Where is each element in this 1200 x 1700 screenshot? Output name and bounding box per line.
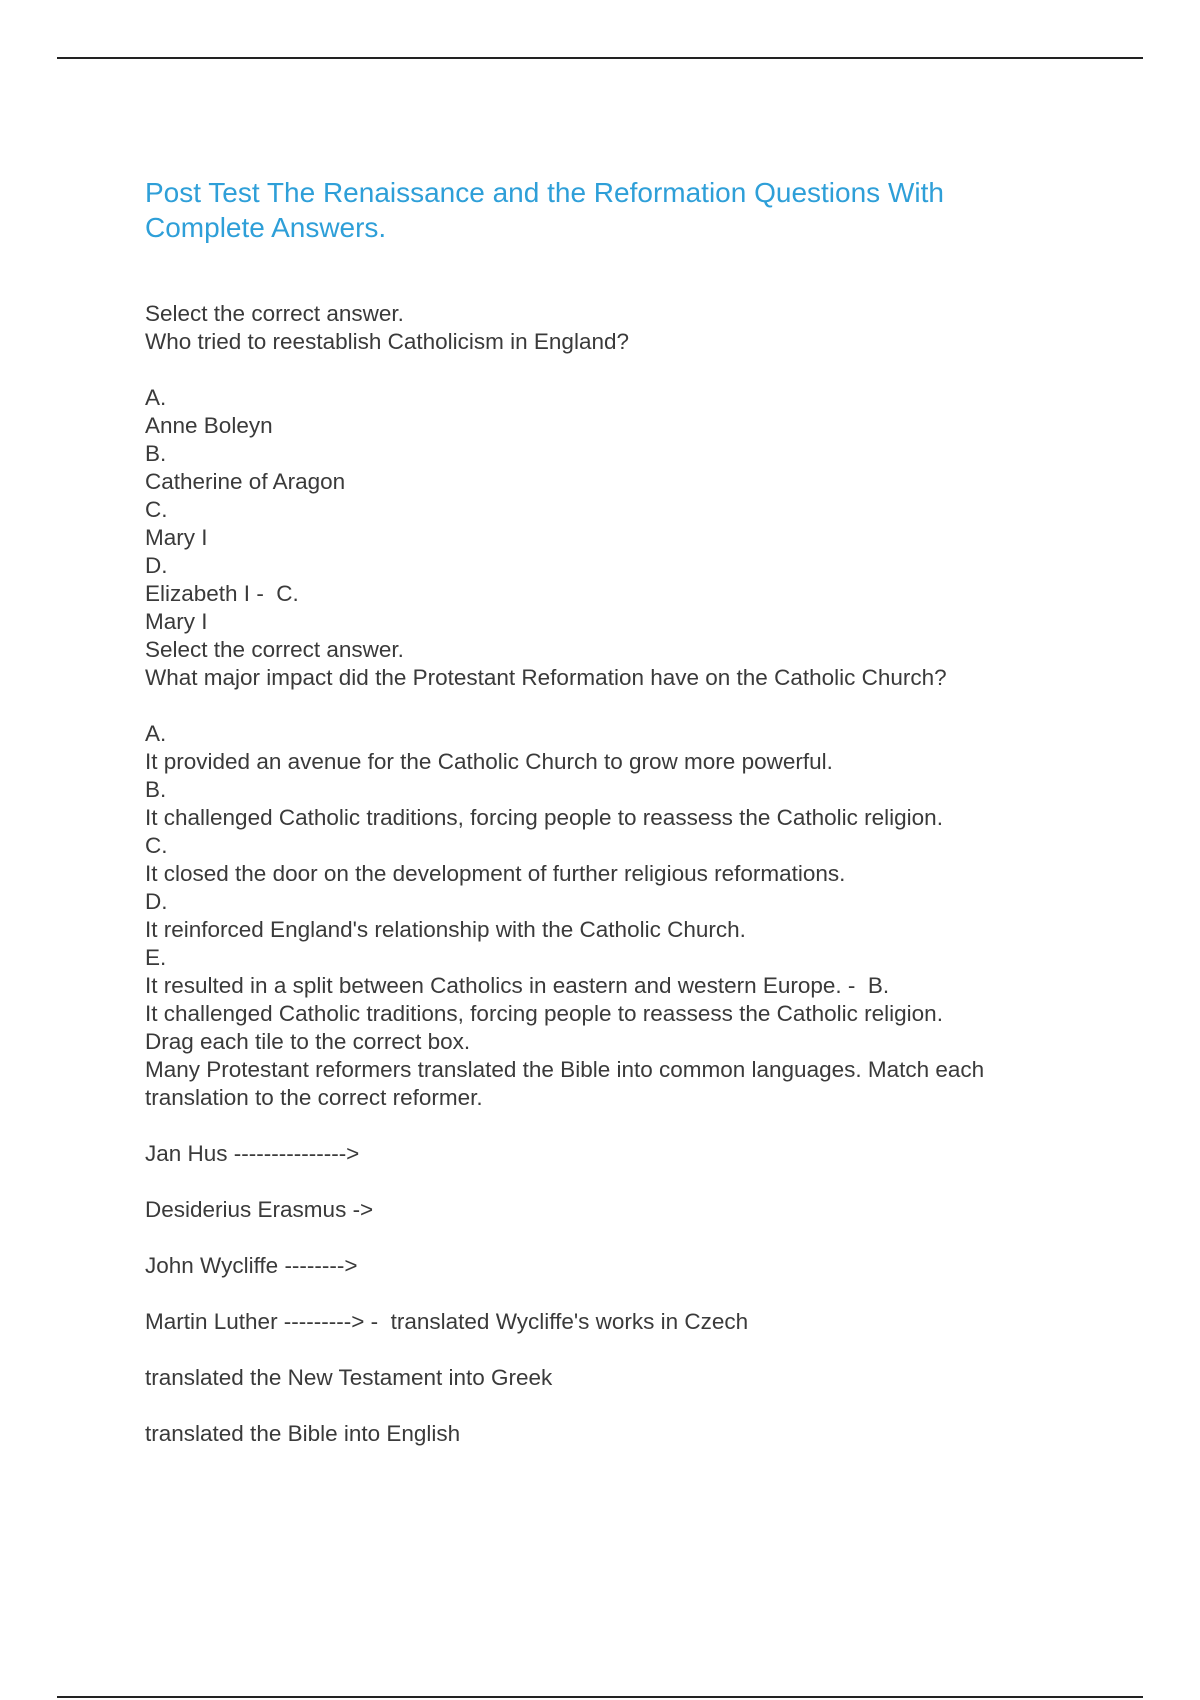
q1-option-c-letter: C. <box>145 497 168 522</box>
q1-option-a-text: Anne Boleyn <box>145 413 273 438</box>
q2-answer-text: It challenged Catholic traditions, forcing people to reassess the Catholic religion. <box>145 1001 943 1026</box>
spacer <box>145 1336 1065 1364</box>
q2-option-b-text: It challenged Catholic traditions, forcing people to reassess the Catholic religion. <box>145 805 943 830</box>
q2-option-a-letter: A. <box>145 721 167 746</box>
q3-question-line-2: translation to the correct reformer. <box>145 1085 483 1110</box>
bottom-rule <box>57 1696 1143 1698</box>
spacer <box>145 1392 1065 1420</box>
q3-match-luther-answer: Martin Luther ---------> - translated Wycliffe's works in Czech <box>145 1309 749 1334</box>
question-2 <box>145 636 1065 1028</box>
top-rule <box>57 57 1143 59</box>
spacer <box>145 1168 1065 1196</box>
document-title <box>145 175 1065 245</box>
q3-answer-greek: translated the New Testament into Greek <box>145 1365 553 1390</box>
title-line-1: Post Test The Renaissance and the Reformation Questions With <box>145 177 944 208</box>
spacer <box>145 1112 1065 1140</box>
q2-option-e-text-answer: It resulted in a split between Catholics in eastern and western Europe. - B. <box>145 973 890 998</box>
q1-option-b-letter: B. <box>145 441 167 466</box>
q2-option-a-text: It provided an avenue for the Catholic Church to grow more powerful. <box>145 749 833 774</box>
q1-option-d-text-answer: Elizabeth I - C. <box>145 581 299 606</box>
q3-match-jan-hus: Jan Hus ---------------> <box>145 1141 360 1166</box>
q3-question-line-1: Many Protestant reformers translated the Bible into common languages. Match each <box>145 1057 985 1082</box>
q2-option-c-letter: C. <box>145 833 168 858</box>
q2-option-d-letter: D. <box>145 889 168 914</box>
q3-match-wycliffe: John Wycliffe --------> <box>145 1253 358 1278</box>
q2-option-c-text: It closed the door on the development of further religious reformations. <box>145 861 846 886</box>
q2-option-e-letter: E. <box>145 945 167 970</box>
q3-answer-english: translated the Bible into English <box>145 1421 461 1446</box>
q2-question: What major impact did the Protestant Reformation have on the Catholic Church? <box>145 665 947 690</box>
spacer <box>145 692 1065 720</box>
q2-option-d-text: It reinforced England's relationship with the Catholic Church. <box>145 917 746 942</box>
q1-question: Who tried to reestablish Catholicism in England? <box>145 329 629 354</box>
q1-option-c-text: Mary I <box>145 525 208 550</box>
q1-instruction: Select the correct answer. <box>145 301 404 326</box>
q1-option-b-text: Catherine of Aragon <box>145 469 346 494</box>
q1-option-d-letter: D. <box>145 553 168 578</box>
document-content <box>145 175 1065 1448</box>
q2-option-b-letter: B. <box>145 777 167 802</box>
spacer <box>145 356 1065 384</box>
q3-match-erasmus: Desiderius Erasmus -> <box>145 1197 374 1222</box>
question-3 <box>145 1028 1065 1448</box>
question-1 <box>145 300 1065 636</box>
title-line-2: Complete Answers. <box>145 212 387 243</box>
q1-option-a-letter: A. <box>145 385 167 410</box>
q2-instruction: Select the correct answer. <box>145 637 404 662</box>
spacer <box>145 1224 1065 1252</box>
spacer <box>145 1280 1065 1308</box>
q3-instruction: Drag each tile to the correct box. <box>145 1029 471 1054</box>
q1-answer-text: Mary I <box>145 609 208 634</box>
